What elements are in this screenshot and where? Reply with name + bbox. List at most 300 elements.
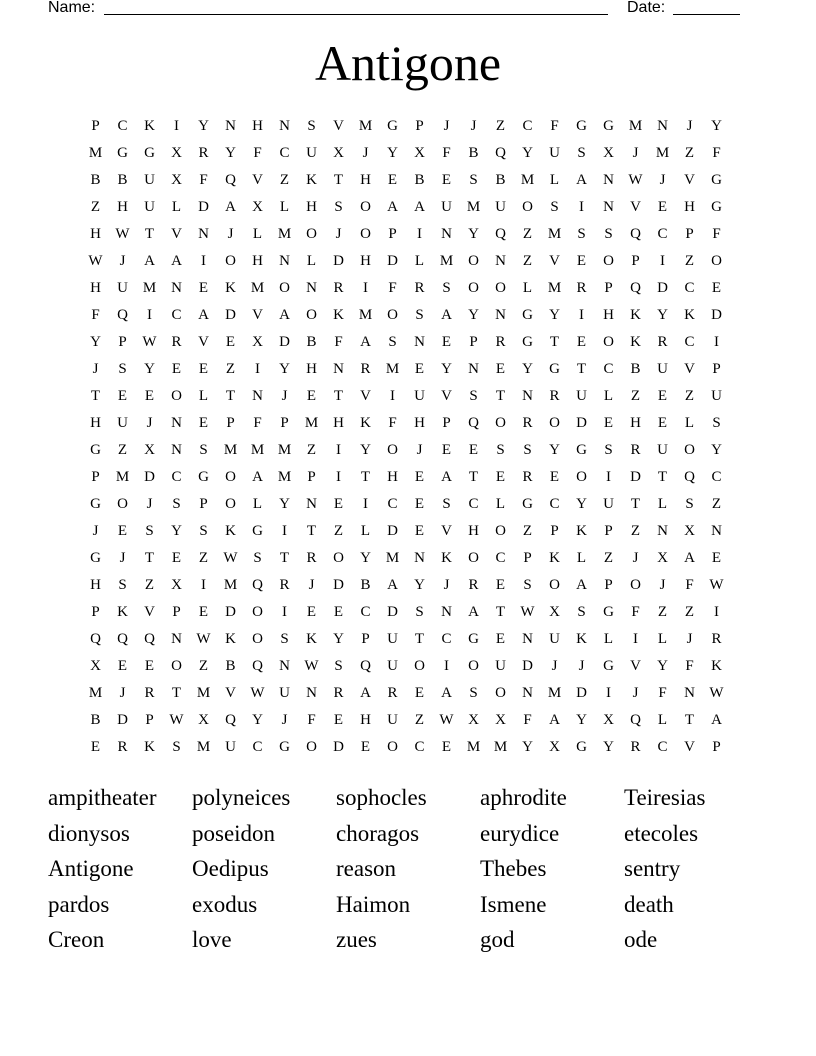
grid-letter: N (252, 388, 263, 404)
grid-letter: O (225, 253, 236, 269)
grid-letter: A (711, 712, 722, 728)
grid-letter: U (576, 388, 587, 404)
grid-letter: A (414, 199, 425, 215)
grid-letter: P (91, 604, 100, 620)
grid-letter: J (632, 685, 639, 701)
grid-letter: O (576, 469, 587, 485)
grid-letter: X (549, 739, 560, 755)
grid-letter: I (714, 604, 719, 620)
grid-letter: A (171, 253, 182, 269)
grid-letter: E (198, 280, 209, 296)
grid-letter: S (415, 604, 424, 620)
grid-letter: N (441, 226, 452, 242)
grid-letter: Y (360, 442, 371, 458)
grid-letter: I (363, 496, 368, 512)
grid-letter: V (684, 739, 695, 755)
grid-letter: S (523, 577, 532, 593)
grid-letter: U (387, 712, 398, 728)
grid-letter: E (171, 550, 182, 566)
grid-letter: E (414, 469, 425, 485)
word-bank-item: Haimon (336, 891, 411, 917)
grid-letter: C (171, 307, 182, 323)
grid-letter: N (657, 118, 668, 134)
grid-letter: N (306, 496, 317, 512)
grid-letter: H (252, 253, 263, 269)
grid-letter: F (307, 712, 316, 728)
grid-letter: X (684, 523, 695, 539)
grid-letter: N (522, 685, 533, 701)
grid-letter: O (414, 658, 425, 674)
grid-letter: Y (549, 442, 560, 458)
grid-letter: O (306, 739, 317, 755)
grid-letter: M (466, 739, 481, 755)
word-bank-item: god (480, 927, 515, 952)
grid-letter: B (117, 172, 128, 188)
grid-letter: R (657, 334, 668, 350)
grid-letter: Y (252, 712, 263, 728)
grid-letter: P (712, 739, 721, 755)
grid-letter: S (577, 604, 586, 620)
grid-letter: X (333, 145, 344, 161)
date-blank-line (673, 14, 740, 15)
grid-letter: C (684, 334, 695, 350)
grid-letter: P (442, 415, 451, 431)
word-bank-item: Oedipus (192, 856, 269, 881)
grid-letter: I (714, 334, 719, 350)
grid-letter: F (334, 334, 343, 350)
grid-letter: H (414, 415, 425, 431)
grid-letter: T (684, 712, 695, 728)
grid-letter: P (145, 712, 154, 728)
grid-letter: R (306, 550, 317, 566)
grid-letter: H (387, 469, 398, 485)
grid-letter: I (282, 523, 287, 539)
grid-row (82, 707, 742, 734)
grid-letter: Y (414, 577, 425, 593)
grid-letter: L (603, 388, 614, 404)
grid-letter: W (169, 712, 184, 728)
grid-letter: M (439, 253, 454, 269)
grid-row (82, 599, 742, 626)
grid-letter: I (660, 253, 665, 269)
grid-letter: O (225, 496, 236, 512)
grid-letter: D (576, 415, 587, 431)
grid-letter: C (657, 739, 668, 755)
grid-letter: R (171, 334, 182, 350)
grid-letter: P (388, 226, 397, 242)
word-bank (48, 780, 768, 958)
grid-letter: V (225, 685, 236, 701)
grid-letter: J (443, 118, 450, 134)
grid-letter: H (360, 712, 371, 728)
grid-letter: G (198, 469, 209, 485)
grid-letter: G (90, 496, 101, 512)
grid-letter: H (468, 523, 479, 539)
grid-letter: T (495, 388, 506, 404)
grid-letter: W (115, 226, 130, 242)
grid-letter: Y (360, 550, 371, 566)
grid-letter: M (547, 226, 562, 242)
grid-letter: Z (279, 172, 290, 188)
grid-letter: Q (252, 658, 263, 674)
grid-letter: R (711, 631, 722, 647)
grid-letter: O (171, 388, 182, 404)
grid-letter: M (358, 307, 373, 323)
grid-letter: H (630, 415, 641, 431)
grid-letter: O (387, 307, 398, 323)
grid-letter: O (495, 523, 506, 539)
grid-letter: D (198, 199, 209, 215)
grid-letter: S (253, 550, 262, 566)
grid-letter: A (441, 469, 452, 485)
grid-letter: C (441, 631, 452, 647)
grid-letter: S (550, 199, 559, 215)
word-bank-item: zues (336, 927, 377, 952)
grid-letter: E (225, 334, 236, 350)
grid-letter: A (198, 307, 209, 323)
grid-letter: F (523, 712, 532, 728)
grid-letter: X (198, 712, 209, 728)
grid-letter: B (495, 172, 506, 188)
grid-letter: R (198, 145, 209, 161)
grid-letter: U (495, 199, 506, 215)
grid-letter: T (90, 388, 101, 404)
grid-letter: Y (144, 361, 155, 377)
grid-letter: J (416, 442, 423, 458)
grid-letter: M (547, 280, 562, 296)
grid-letter: G (576, 118, 587, 134)
grid-letter: E (495, 361, 506, 377)
grid-letter: E (576, 253, 587, 269)
grid-letter: Q (630, 226, 641, 242)
grid-letter: Q (117, 631, 128, 647)
grid-letter: U (144, 172, 155, 188)
grid-letter: U (657, 442, 668, 458)
grid-letter: X (468, 712, 479, 728)
grid-letter: E (171, 361, 182, 377)
grid-letter: Z (414, 712, 425, 728)
grid-letter: O (360, 226, 371, 242)
grid-letter: C (684, 280, 695, 296)
grid-letter: K (711, 658, 722, 674)
grid-letter: Y (522, 361, 533, 377)
grid-letter: F (388, 415, 397, 431)
grid-letter: E (333, 496, 344, 512)
grid-letter: C (279, 145, 290, 161)
grid-letter: N (495, 253, 506, 269)
word-bank-item: love (192, 927, 232, 952)
grid-letter: L (171, 199, 182, 215)
word-bank-item: etecoles (624, 820, 699, 846)
grid-letter: A (225, 199, 236, 215)
grid-letter: J (632, 550, 639, 566)
grid-letter: O (360, 199, 371, 215)
grid-letter: E (441, 172, 452, 188)
word-bank-item: ode (624, 927, 658, 952)
grid-letter: D (522, 658, 533, 674)
grid-letter: K (144, 118, 155, 134)
grid-letter: G (576, 442, 587, 458)
grid-letter: T (279, 550, 290, 566)
grid-letter: O (711, 253, 722, 269)
grid-letter: Y (657, 307, 668, 323)
grid-letter: V (684, 361, 695, 377)
name-date-header (48, 0, 748, 19)
grid-letter: R (576, 280, 587, 296)
grid-letter: W (142, 334, 157, 350)
word-bank-item: polyneices (192, 785, 291, 810)
grid-letter: Z (522, 253, 533, 269)
grid-letter: E (495, 631, 506, 647)
grid-letter: J (146, 496, 153, 512)
grid-letter: M (277, 469, 292, 485)
grid-letter: Z (711, 496, 722, 512)
grid-letter: S (415, 307, 424, 323)
grid-letter: H (90, 280, 101, 296)
grid-letter: X (171, 577, 182, 593)
grid-letter: I (606, 469, 611, 485)
grid-letter: N (603, 172, 614, 188)
grid-letter: T (414, 631, 425, 647)
grid-letter: Y (225, 145, 236, 161)
grid-letter: D (333, 577, 344, 593)
grid-letter: N (522, 388, 533, 404)
grid-letter: W (250, 685, 265, 701)
grid-letter: S (388, 334, 397, 350)
grid-row (82, 113, 742, 140)
grid-letter: L (684, 415, 695, 431)
grid-letter: T (630, 496, 641, 512)
grid-letter: G (711, 199, 722, 215)
grid-letter: G (90, 442, 101, 458)
grid-letter: N (495, 307, 506, 323)
grid-letter: K (306, 172, 317, 188)
grid-letter: Y (522, 739, 533, 755)
grid-letter: H (333, 415, 344, 431)
grid-letter: A (684, 550, 695, 566)
grid-letter: K (333, 307, 344, 323)
grid-letter: H (90, 577, 101, 593)
grid-letter: V (144, 604, 155, 620)
grid-letter: X (603, 145, 614, 161)
grid-letter: M (547, 685, 562, 701)
grid-letter: K (576, 631, 587, 647)
grid-letter: K (144, 739, 155, 755)
grid-letter: J (632, 145, 639, 161)
grid-letter: J (119, 253, 126, 269)
grid-letter: E (657, 199, 668, 215)
grid-letter: F (550, 118, 559, 134)
grid-letter: I (579, 307, 584, 323)
grid-letter: M (304, 415, 319, 431)
grid-letter: Z (306, 442, 317, 458)
grid-letter: O (171, 658, 182, 674)
grid-letter: E (198, 415, 209, 431)
grid-letter: L (252, 496, 263, 512)
grid-letter: J (686, 118, 693, 134)
grid-letter: T (360, 469, 371, 485)
grid-letter: J (119, 550, 126, 566)
grid-letter: J (551, 658, 558, 674)
word-bank-item: dionysos (48, 820, 130, 846)
grid-letter: R (630, 739, 641, 755)
grid-letter: M (196, 685, 211, 701)
grid-letter: O (333, 550, 344, 566)
grid-letter: Z (684, 253, 695, 269)
grid-letter: D (333, 253, 344, 269)
grid-letter: R (117, 739, 128, 755)
grid-letter: S (280, 631, 289, 647)
grid-letter: A (144, 253, 155, 269)
grid-row (82, 356, 742, 383)
grid-letter: P (604, 280, 613, 296)
grid-letter: P (604, 523, 613, 539)
grid-letter: Z (684, 145, 695, 161)
grid-letter: J (146, 415, 153, 431)
grid-letter: P (280, 415, 289, 431)
grid-letter: G (603, 604, 614, 620)
grid-letter: C (495, 550, 506, 566)
grid-letter: H (603, 307, 614, 323)
grid-letter: Y (522, 145, 533, 161)
grid-letter: A (360, 685, 371, 701)
grid-row (82, 464, 742, 491)
grid-letter: D (387, 523, 398, 539)
grid-row (82, 680, 742, 707)
grid-letter: M (250, 280, 265, 296)
grid-letter: J (92, 361, 99, 377)
grid-letter: Q (495, 226, 506, 242)
grid-letter: I (201, 253, 206, 269)
grid-letter: G (117, 145, 128, 161)
grid-letter: J (470, 118, 477, 134)
grid-letter: Q (630, 712, 641, 728)
grid-letter: Y (333, 631, 344, 647)
grid-letter: D (333, 739, 344, 755)
grid-letter: U (117, 415, 128, 431)
grid-letter: F (712, 145, 721, 161)
grid-letter: Y (657, 658, 668, 674)
grid-letter: A (549, 712, 560, 728)
grid-letter: R (630, 442, 641, 458)
grid-letter: V (630, 658, 641, 674)
grid-letter: I (417, 226, 422, 242)
grid-letter: Y (549, 307, 560, 323)
grid-letter: B (414, 172, 425, 188)
grid-letter: D (117, 712, 128, 728)
grid-letter: M (385, 550, 400, 566)
grid-letter: F (442, 145, 451, 161)
grid-letter: S (523, 442, 532, 458)
grid-letter: Z (198, 550, 209, 566)
grid-letter: F (253, 145, 262, 161)
grid-letter: O (252, 631, 263, 647)
grid-letter: L (198, 388, 209, 404)
grid-letter: S (199, 523, 208, 539)
grid-letter: G (603, 118, 614, 134)
grid-row (82, 518, 742, 545)
grid-letter: P (118, 334, 127, 350)
grid-letter: P (631, 253, 640, 269)
grid-letter: M (196, 739, 211, 755)
grid-letter: Z (198, 658, 209, 674)
grid-letter: W (439, 712, 454, 728)
grid-letter: P (523, 550, 532, 566)
grid-letter: Y (198, 118, 209, 134)
grid-letter: R (522, 469, 533, 485)
grid-letter: Z (603, 550, 614, 566)
grid-letter: R (333, 685, 344, 701)
grid-letter: J (362, 145, 369, 161)
grid-letter: B (360, 577, 371, 593)
grid-letter: D (711, 307, 722, 323)
grid-letter: N (279, 658, 290, 674)
grid-letter: W (628, 172, 643, 188)
grid-letter: W (709, 577, 724, 593)
grid-letter: S (685, 496, 694, 512)
grid-letter: G (711, 172, 722, 188)
grid-letter: O (279, 280, 290, 296)
word-bank-item: aphrodite (480, 785, 567, 810)
grid-letter: W (196, 631, 211, 647)
grid-letter: Y (576, 496, 587, 512)
grid-letter: J (281, 388, 288, 404)
grid-letter: O (684, 442, 695, 458)
grid-letter: T (171, 685, 182, 701)
grid-letter: M (88, 145, 103, 161)
grid-letter: B (468, 145, 479, 161)
grid-letter: S (496, 442, 505, 458)
grid-letter: O (522, 199, 533, 215)
grid-letter: N (333, 361, 344, 377)
grid-letter: Q (225, 712, 236, 728)
grid-letter: Y (468, 307, 479, 323)
grid-letter: O (306, 307, 317, 323)
grid-letter: Z (630, 388, 641, 404)
grid-letter: E (90, 739, 101, 755)
grid-letter: T (225, 388, 236, 404)
grid-letter: J (308, 577, 315, 593)
grid-letter: C (522, 118, 533, 134)
grid-letter: Q (117, 307, 128, 323)
grid-letter: U (657, 361, 668, 377)
grid-letter: R (549, 388, 560, 404)
grid-letter: X (495, 712, 506, 728)
grid-row (82, 248, 742, 275)
word-bank-item: poseidon (192, 820, 276, 846)
grid-letter: C (360, 604, 371, 620)
grid-row (82, 194, 742, 221)
grid-letter: O (549, 577, 560, 593)
grid-letter: I (336, 442, 341, 458)
grid-letter: H (90, 226, 101, 242)
grid-letter: M (142, 280, 157, 296)
grid-letter: C (414, 739, 425, 755)
grid-letter: J (578, 658, 585, 674)
grid-letter: G (279, 739, 290, 755)
grid-letter: G (522, 496, 533, 512)
grid-letter: L (657, 496, 668, 512)
grid-letter: S (604, 442, 613, 458)
grid-row (82, 626, 742, 653)
grid-letter: V (198, 334, 209, 350)
grid-letter: E (495, 577, 506, 593)
grid-letter: E (441, 739, 452, 755)
grid-letter: C (252, 739, 263, 755)
grid-letter: C (387, 496, 398, 512)
grid-letter: M (223, 442, 238, 458)
grid-letter: F (712, 226, 721, 242)
